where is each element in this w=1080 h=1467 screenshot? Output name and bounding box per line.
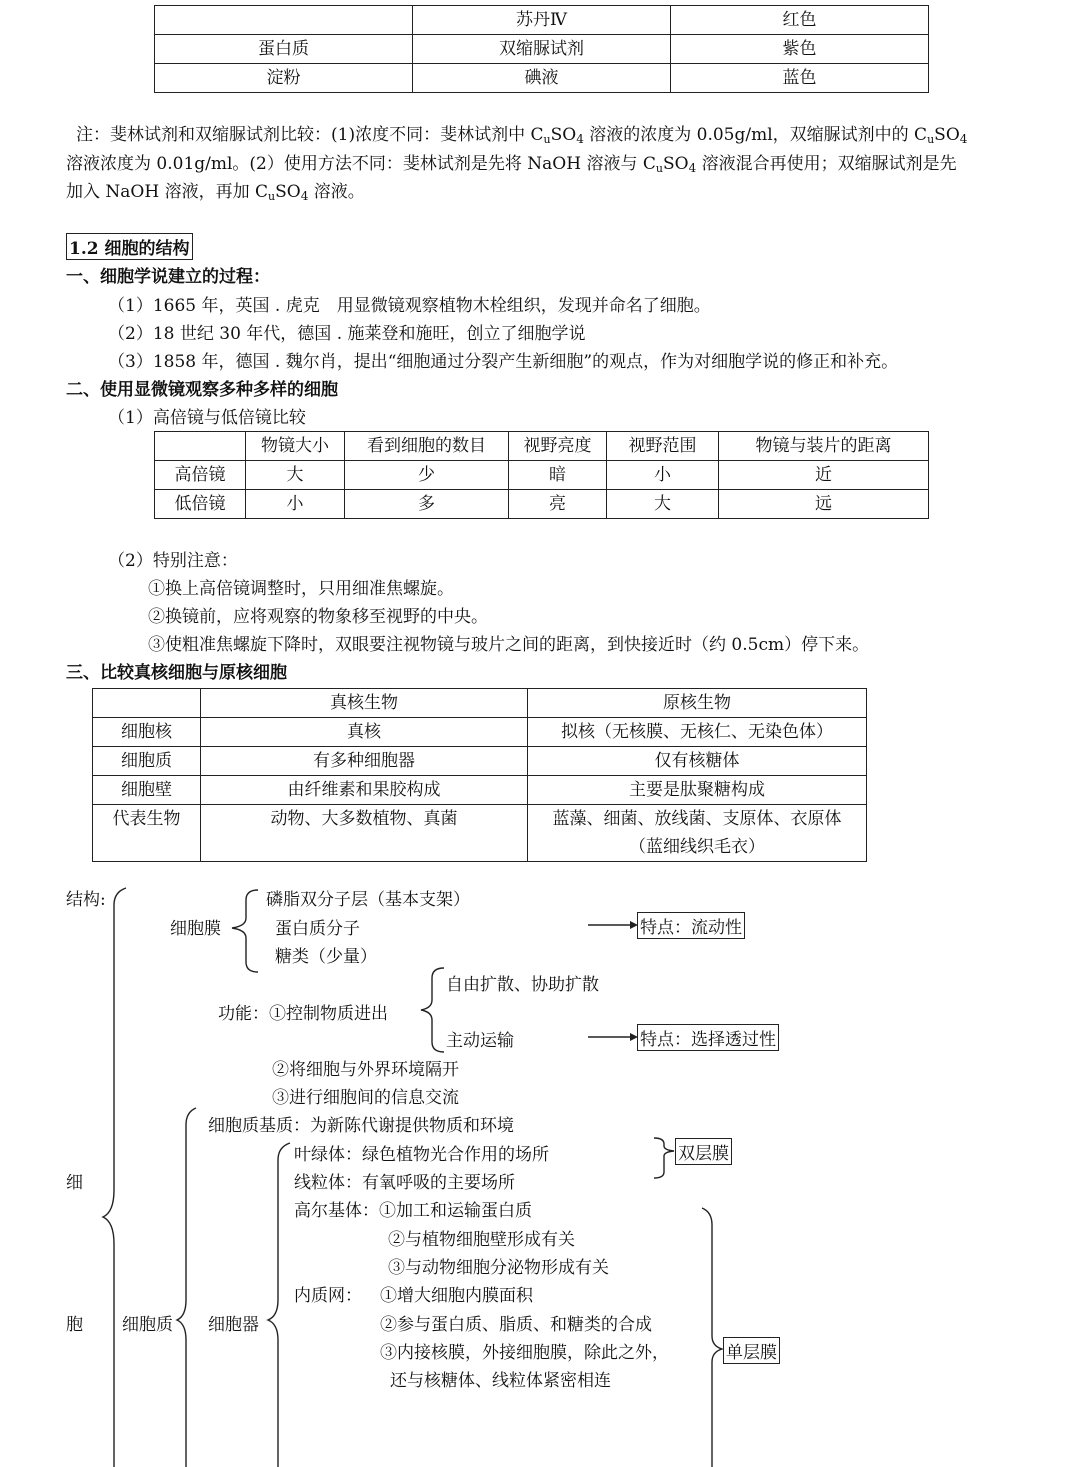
tree-active: 主动运输 xyxy=(446,1031,514,1051)
tree-golgi: 高尔基体：①加工和运输蛋白质 xyxy=(294,1201,532,1221)
tree-cell-char-2: 胞 xyxy=(66,1315,83,1335)
cell-line: （蓝细线织毛衣） xyxy=(629,837,765,857)
h2-subheading-1: （1）高倍镜与低倍镜比较 xyxy=(108,408,306,428)
note-line-2: 溶液浓度为 0.01g/ml。(2）使用方法不同：斐林试剂是先将 NaOH 溶液与 $C_uSO_4$ 溶液混合再使用；双缩脲试剂是先 xyxy=(66,154,957,175)
table-cell: 有多种细胞器 xyxy=(201,747,528,776)
h2-note-1: ①换上高倍镜调整时，只用细准焦螺旋。 xyxy=(148,579,454,599)
brace-cytoplasm xyxy=(177,1108,196,1467)
table-cell: 蓝色 xyxy=(671,64,929,93)
table-cell: 主要是肽聚糖构成 xyxy=(528,776,867,805)
tree-func-3: ③进行细胞间的信息交流 xyxy=(272,1088,459,1108)
table-cell: 蛋白质 xyxy=(155,35,413,64)
h2-subheading-2: （2）特别注意： xyxy=(108,551,238,571)
tree-mem-1: 磷脂双分子层（基本支架） xyxy=(266,890,470,910)
tree-matrix: 细胞质基质：为新陈代谢提供物质和环境 xyxy=(208,1116,514,1136)
brace-function xyxy=(421,968,444,1052)
note-line-3: 加入 NaOH 溶液，再加 $C_uSO_4$ 溶液。 xyxy=(66,182,365,203)
brace-structure xyxy=(103,888,126,1467)
table-cell: 小 xyxy=(246,490,345,519)
tree-membrane: 细胞膜 xyxy=(170,919,221,939)
tree-single-membrane: 单层膜 xyxy=(723,1337,780,1364)
tree-feature-2: 特点：选择透过性 xyxy=(637,1024,779,1051)
tree-cell-char-1: 细 xyxy=(66,1173,83,1193)
brace-membrane xyxy=(232,890,258,972)
brace-single xyxy=(702,1208,722,1467)
tree-er-2: ②参与蛋白质、脂质、和糖类的合成 xyxy=(380,1315,652,1335)
table-cell: 少 xyxy=(345,461,509,490)
h1-item-3: （3）1858 年，德国 . 魏尔肖，提出“细胞通过分裂产生新细胞”的观点，作为对细胞学说的修正和补充。 xyxy=(108,352,899,372)
table-cell: 大 xyxy=(246,461,345,490)
table-header-cell: 真核生物 xyxy=(201,689,528,718)
table-cell: 动物、大多数植物、真菌 xyxy=(201,805,528,862)
table-cell: 细胞壁 xyxy=(93,776,201,805)
h2-note-2: ②换镜前，应将观察的物象移至视野的中央。 xyxy=(148,607,488,627)
heading-3: 三、比较真核细胞与原核细胞 xyxy=(66,663,287,683)
section-title: 1.2 细胞的结构 xyxy=(66,233,193,260)
brace-double xyxy=(654,1138,674,1178)
table-header-cell: 物镜与装片的距离 xyxy=(719,432,929,461)
tree-er-4: 还与核糖体、线粒体紧密相连 xyxy=(390,1371,611,1391)
tree-er-1: ①增大细胞内膜面积 xyxy=(380,1286,533,1306)
tree-mitochondria: 线粒体：有氧呼吸的主要场所 xyxy=(294,1173,515,1193)
tree-chloroplast: 叶绿体：绿色植物光合作用的场所 xyxy=(294,1145,549,1165)
table-cell: 远 xyxy=(719,490,929,519)
table-cell: 高倍镜 xyxy=(155,461,246,490)
heading-2: 二、使用显微镜观察多种多样的细胞 xyxy=(66,380,338,400)
heading-1: 一、细胞学说建立的过程： xyxy=(66,267,270,287)
table-cell: 双缩脲试剂 xyxy=(413,35,671,64)
table-cell: 近 xyxy=(719,461,929,490)
table-cell: 仅有核糖体 xyxy=(528,747,867,776)
table-cell: 小 xyxy=(607,461,719,490)
tree-double-membrane: 双层膜 xyxy=(675,1138,732,1165)
h2-note-3: ③使粗准焦螺旋下降时，双眼要注视物镜与玻片之间的距离，到快接近时（约 0.5cm）停下来。 xyxy=(148,635,870,655)
table-cell: 暗 xyxy=(509,461,607,490)
table-cell: 低倍镜 xyxy=(155,490,246,519)
table-cell: 亮 xyxy=(509,490,607,519)
table-header-cell: 看到细胞的数目 xyxy=(345,432,509,461)
table-cell: 代表生物 xyxy=(93,805,201,862)
tree-organelle: 细胞器 xyxy=(208,1315,259,1335)
table-cell: 淀粉 xyxy=(155,64,413,93)
tree-cytoplasm: 细胞质 xyxy=(122,1315,173,1335)
table-cell: 由纤维素和果胶构成 xyxy=(201,776,528,805)
brace-organelle xyxy=(268,1143,290,1467)
table-header-cell: 视野亮度 xyxy=(509,432,607,461)
tree-structure-label: 结构: xyxy=(66,890,106,910)
table-cell: 红色 xyxy=(671,6,929,35)
tree-mem-3: 糖类（少量） xyxy=(275,947,377,967)
table-cell: 细胞核 xyxy=(93,718,201,747)
table-header-cell: 原核生物 xyxy=(528,689,867,718)
table-cell: 细胞质 xyxy=(93,747,201,776)
tree-passive: 自由扩散、协助扩散 xyxy=(446,975,599,995)
note-line-1: 注：斐林试剂和双缩脲试剂比较：(1)浓度不同：斐林试剂中 $C_uSO_4$ 溶液的浓度为 0.05g/ml，双缩脲试剂中的 $C_uSO_4$ xyxy=(76,125,968,146)
table-cell: 苏丹Ⅳ xyxy=(413,6,671,35)
tree-feature-1: 特点：流动性 xyxy=(637,912,745,939)
table-header-cell: 物镜大小 xyxy=(246,432,345,461)
table-cell: 紫色 xyxy=(671,35,929,64)
tree-mem-2: 蛋白质分子 xyxy=(275,919,360,939)
tree-function: 功能：①控制物质进出 xyxy=(218,1004,388,1024)
table-cell: 多 xyxy=(345,490,509,519)
tree-er: 内质网： xyxy=(294,1286,362,1306)
table-cell: 拟核（无核膜、无核仁、无染色体） xyxy=(528,718,867,747)
tree-er-3: ③内接核膜，外接细胞膜，除此之外， xyxy=(380,1343,669,1363)
table-cell: 碘液 xyxy=(413,64,671,93)
table-cell: 大 xyxy=(607,490,719,519)
h1-item-1: （1）1665 年，英国 . 虎克 用显微镜观察植物木栓组织，发现并命名了细胞。 xyxy=(108,296,711,316)
table-cell: 真核 xyxy=(201,718,528,747)
table-header-cell: 视野范围 xyxy=(607,432,719,461)
tree-golgi-3: ③与动物细胞分泌物形成有关 xyxy=(388,1258,609,1278)
cell-line: 蓝藻、细菌、放线菌、支原体、衣原体 xyxy=(552,809,842,829)
tree-golgi-2: ②与植物细胞壁形成有关 xyxy=(388,1230,575,1250)
tree-func-2: ②将细胞与外界环境隔开 xyxy=(272,1060,459,1080)
h1-item-2: （2）18 世纪 30 年代，德国 . 施莱登和施旺，创立了细胞学说 xyxy=(108,324,586,344)
